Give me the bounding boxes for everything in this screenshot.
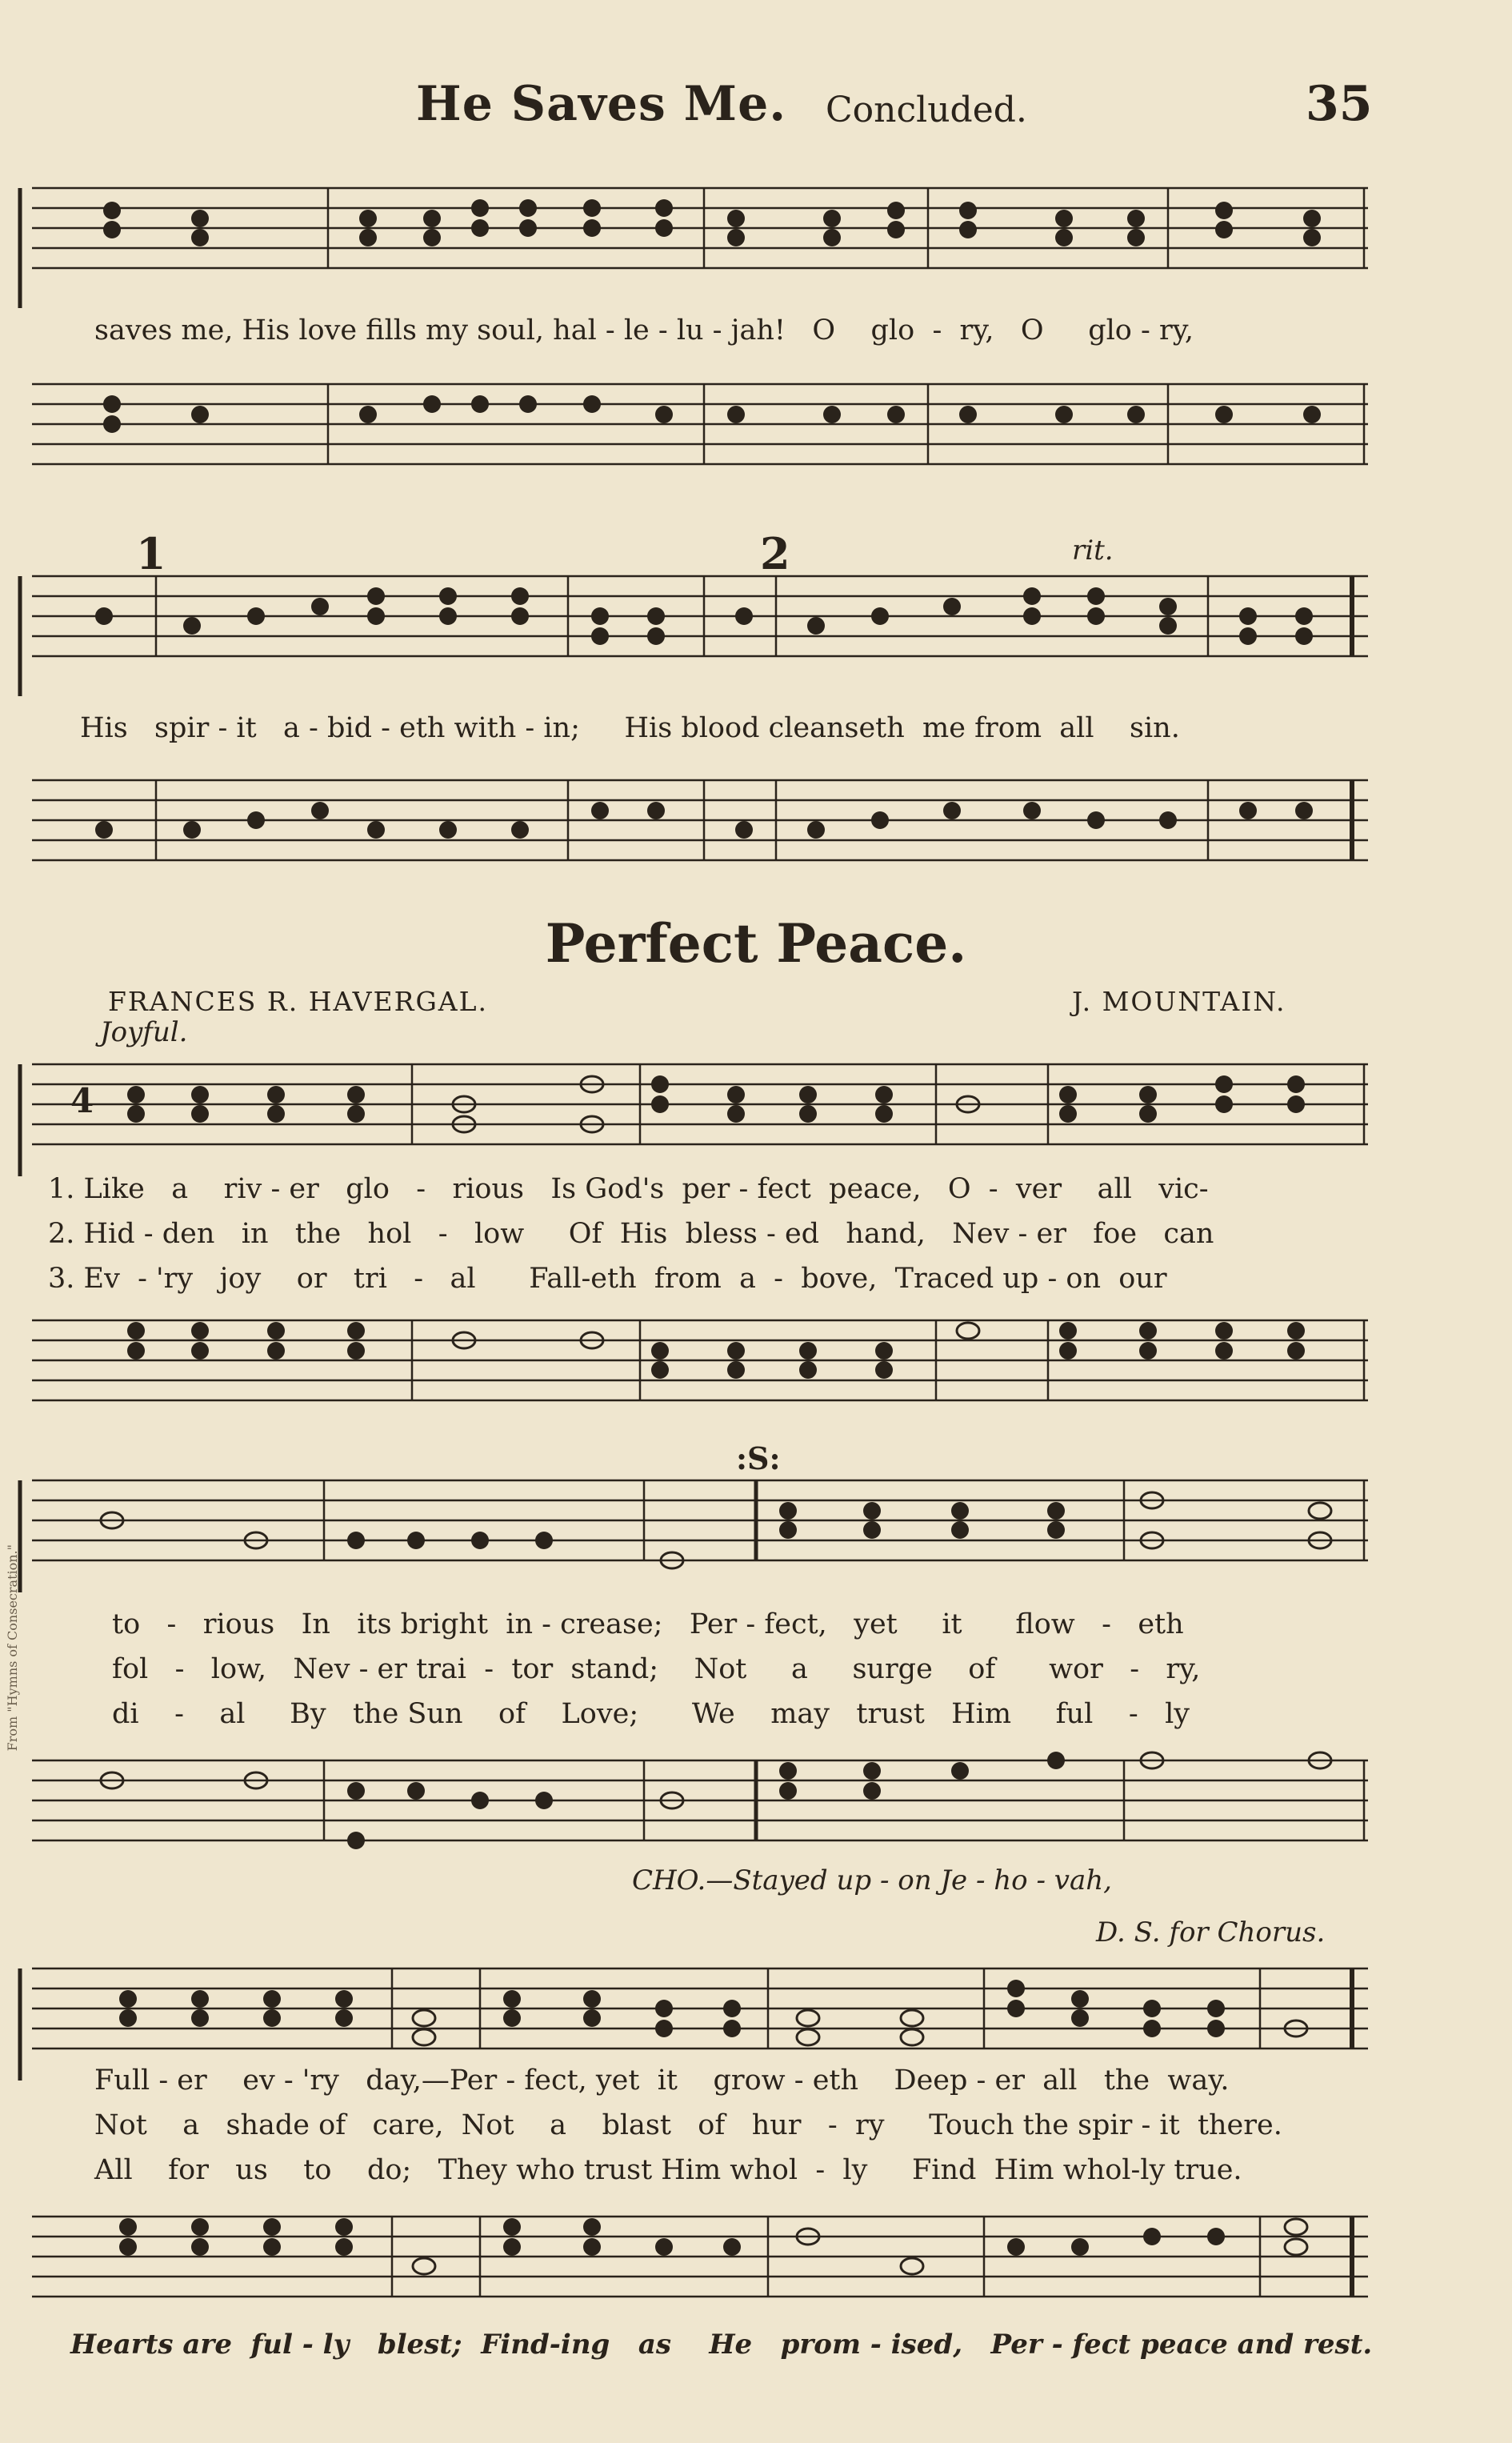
chorus-bottom-line: Hearts are ful - ly blest; Find-ing as He prom - ised, Per - fect peace and rest. xyxy=(70,2329,1373,2361)
verse-1-system-2: to - rious In its bright in - crease; Per - fect, yet it flow - eth xyxy=(112,1608,1184,1640)
verse-3-system-1: 3. Ev - 'ry joy or tri - al Fall-eth from a - bove, Traced up - on our xyxy=(48,1263,1167,1295)
first-ending-mark: 1 xyxy=(136,528,166,579)
verse-2-system-1: 2. Hid - den in the hol - low Of His bless - ed hand, Nev - er foe can xyxy=(48,1218,1214,1250)
hymn-title-header: He Saves Me. xyxy=(416,76,787,132)
author-credit: FRANCES R. HAVERGAL. xyxy=(108,986,489,1017)
staff-system-1-bass xyxy=(0,368,1512,504)
source-sidebar-text: From "Hymns of Consecration." xyxy=(5,1544,20,1752)
staff-system-2-treble xyxy=(0,560,1512,696)
verse-3-system-3: All for us to do; They who trust Him whol - ly Find Him whol-ly true. xyxy=(94,2154,1242,2186)
staff-pp-3-treble xyxy=(0,1952,1512,2081)
staff-system-2-bass xyxy=(0,764,1512,900)
staff-pp-1-bass xyxy=(0,1304,1512,1424)
lyric-line-part1-second: His spir - it a - bid - eth with - in; His blood cleanseth me from all sin. xyxy=(80,712,1180,744)
staff-pp-2-treble xyxy=(0,1464,1512,1592)
svg-text:4: 4 xyxy=(70,1081,94,1120)
verse-3-system-2: di - al By the Sun of Love; We may trust Him ful - ly xyxy=(112,1698,1190,1730)
verse-1-system-3: Full - er ev - 'ry day,—Per - fect, yet it grow - eth Deep - er all the way. xyxy=(94,2065,1230,2097)
segno-sign: :S: xyxy=(736,1440,781,1476)
ds-marking: D. S. for Chorus. xyxy=(1096,1916,1326,1948)
hymn-subtitle: Concluded. xyxy=(826,90,1027,130)
lyric-line-part1: saves me, His love fills my soul, hal - le - lu - jah! O glo - ry, O glo - ry, xyxy=(94,314,1194,346)
tempo-marking: Joyful. xyxy=(100,1016,188,1048)
rit-marking: rit. xyxy=(1072,535,1114,567)
staff-pp-2-bass xyxy=(0,1744,1512,1864)
chorus-line: CHO.—Stayed up - on Je - ho - vah, xyxy=(632,1864,1112,1896)
song-title: Perfect Peace. xyxy=(545,912,967,975)
verse-2-system-3: Not a shade of care, Not a blast of hur - ry Touch the spir - it there. xyxy=(94,2109,1282,2141)
staff-pp-1-treble xyxy=(0,1048,1512,1176)
staff-system-1-treble xyxy=(0,172,1512,308)
staff-pp-3-bass xyxy=(0,2201,1512,2321)
verse-2-system-2: fol - low, Nev - er trai - tor stand; Not a surge of wor - ry, xyxy=(112,1653,1201,1685)
composer-credit: J. MOUNTAIN. xyxy=(1072,986,1286,1017)
verse-1-system-1: 1. Like a riv - er glo - rious Is God's per - fect peace, O - ver all vic- xyxy=(48,1173,1209,1205)
second-ending-mark: 2 xyxy=(760,528,790,579)
page-number: 35 xyxy=(1306,76,1373,132)
